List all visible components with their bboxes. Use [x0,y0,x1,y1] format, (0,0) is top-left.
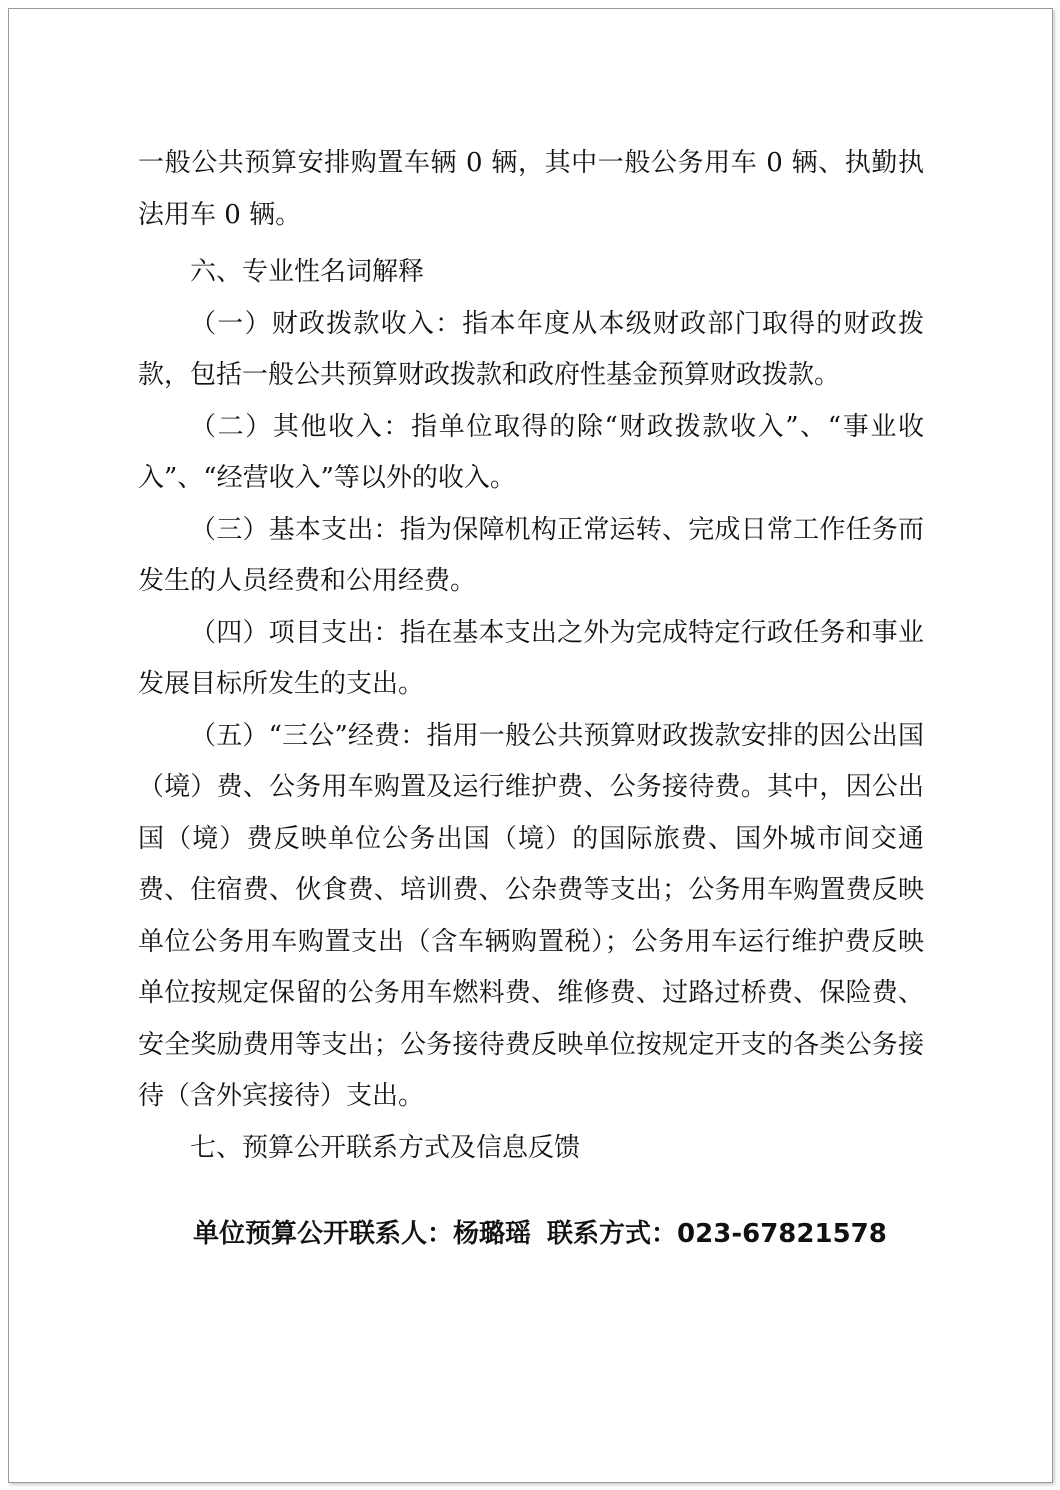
contact-method-label: 联系方式： [547,1219,678,1249]
document-body [138,138,924,1174]
paragraph-term-fiscal-appropriation: （一）财政拨款收入：指本年度从本级财政部门取得的财政拨款，包括一般公共预算财政拨款和政府性基金预算财政拨款。 [138,308,924,390]
paragraph-term-project-expenditure: （四）项目支出：指在基本支出之外为完成特定行政任务和事业发展目标所发生的支出。 [138,617,924,699]
contact-person-label: 单位预算公开联系人： [193,1219,454,1249]
paragraph-vehicles: 一般公共预算安排购置车辆 0 辆，其中一般公务用车 0 辆、执勤执法用车 0 辆。 [138,148,924,230]
paragraph-term-other-income: （二）其他收入：指单位取得的除“财政拨款收入”、“事业收入”、“经营收入”等以外的收入。 [138,411,924,493]
contact-line [193,1212,887,1256]
contact-phone: 023-67821578 [677,1219,887,1249]
paragraph-term-basic-expenditure: （三）基本支出：指为保障机构正常运转、完成日常工作任务而发生的人员经费和公用经费。 [138,514,924,596]
section-heading-contact: 七、预算公开联系方式及信息反馈 [190,1132,581,1163]
contact-person-name: 杨璐瑶 [453,1219,532,1249]
section-heading-terms: 六、专业性名词解释 [190,257,425,287]
paragraph-term-three-public-expenses: （五）“三公”经费：指用一般公共预算财政拨款安排的因公出国（境）费、公务用车购置及运行维护费、公务接待费。其中，因公出国（境）费反映单位公务出国（境）的国际旅费、国外城市间交通费、住宿费、伙食费、培训费、公杂费等支出；公务用车购置费反映单位公务用车购置支出（含车辆购置税）；公务用车运行维护费反映单位按规定保留的公务用车燃料费、维修费、过路过桥费、保险费、安全奖励费用等支出；公务接待费反映单位按规定开支的各类公务接待（含外宾接待）支出。 [138,720,924,1111]
